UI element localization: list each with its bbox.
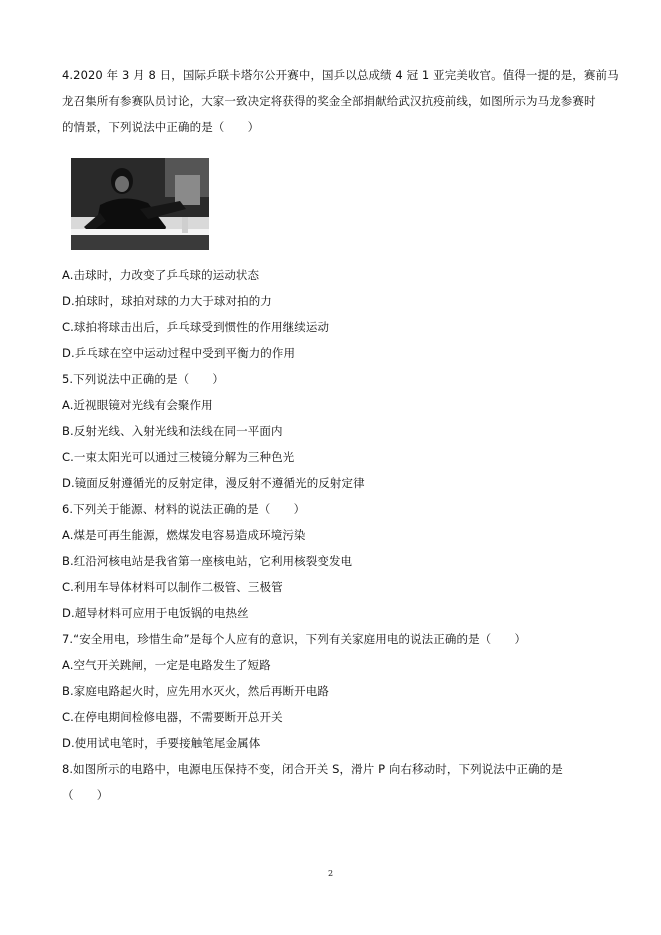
question-8-stem-line-1: 8.如图所示的电路中，电源电压保持不变，闭合开关 S，滑片 P 向右移动时，下列说法中正确的是 [62,762,563,776]
question-7-option-c[interactable]: C.在停电期间检修电器，不需要断开总开关 [62,710,283,724]
question-5-option-d[interactable]: D.镜面反射遵循光的反射定律，漫反射不遵循光的反射定律 [62,476,365,490]
question-6-option-c[interactable]: C.利用车导体材料可以制作二极管、三极管 [62,580,283,594]
question-7-option-d[interactable]: D.使用试电笔时，手要接触笔尾金属体 [62,736,261,750]
question-4-option-a[interactable]: A.击球时，力改变了乒乓球的运动状态 [62,268,260,282]
question-4-option-c[interactable]: C.球拍将球击出后，乒乓球受到惯性的作用继续运动 [62,320,330,334]
question-7-option-b[interactable]: B.家庭电路起火时，应先用水灭火，然后再断开电路 [62,684,329,698]
question-8-stem-line-2: （ ） [62,788,109,802]
question-4-option-b[interactable]: D.拍球时，球拍对球的力大于球对拍的力 [62,294,272,308]
question-4-option-d[interactable]: D.乒乓球在空中运动过程中受到平衡力的作用 [62,346,296,360]
player-photo-image [70,157,210,251]
question-6-stem: 6.下列关于能源、材料的说法正确的是（ ） [62,502,306,516]
question-7-option-a[interactable]: A.空气开关跳闸，一定是电路发生了短路 [62,658,271,672]
question-4-stem-line-3: 的情景，下列说法中正确的是（ ） [62,120,260,134]
question-5-stem: 5.下列说法中正确的是（ ） [62,372,224,386]
question-6-option-a[interactable]: A.煤是可再生能源，燃煤发电容易造成环境污染 [62,528,306,542]
question-6-option-d[interactable]: D.超导材料可应用于电饭锅的电热丝 [62,606,249,620]
question-4-stem-line-2: 龙召集所有参赛队员讨论，大家一致决定将获得的奖金全部捐献给武汉抗疫前线，如图所示为马龙参赛时 [62,94,596,108]
table-tennis-player-photo [70,157,210,251]
question-7-stem: 7.“安全用电，珍惜生命”是每个人应有的意识，下列有关家庭用电的说法正确的是（ ） [62,632,527,646]
question-4-stem-line-1: 4.2020 年 3 月 8 日，国际乒联卡塔尔公开赛中，国乒以总成绩 4 冠 1 亚完美收官。值得一提的是，赛前马 [62,68,619,82]
question-6-option-b[interactable]: B.红沿河核电站是我省第一座核电站，它利用核裂变发电 [62,554,353,568]
question-5-option-b[interactable]: B.反射光线、入射光线和法线在同一平面内 [62,424,283,438]
question-5-option-a[interactable]: A.近视眼镜对光线有会聚作用 [62,398,213,412]
page-number: 2 [327,869,334,878]
question-5-option-c[interactable]: C.一束太阳光可以通过三棱镜分解为三种色光 [62,450,295,464]
